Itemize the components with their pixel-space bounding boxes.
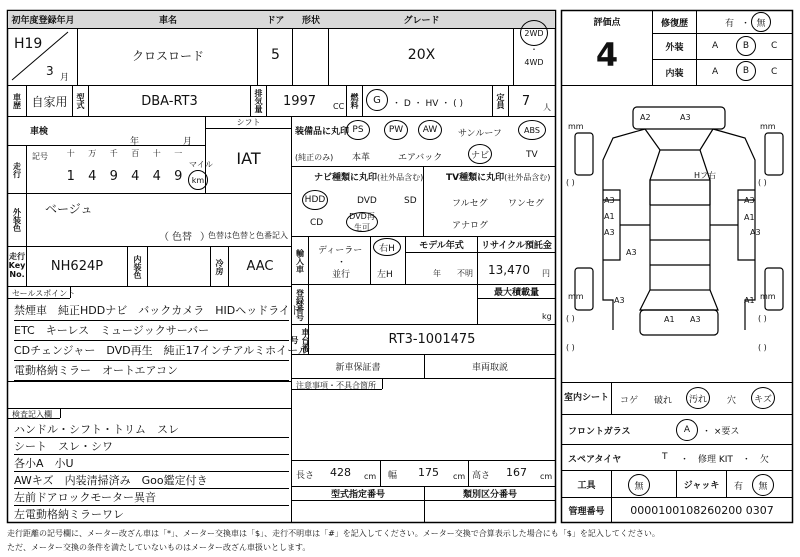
- interior-label: 内装: [665, 69, 684, 79]
- capacity-unit: 人: [543, 103, 551, 112]
- equip-leather: 本革: [352, 153, 371, 163]
- damage-code: A1: [744, 213, 755, 222]
- navi-label-main: ナビ種類に丸印: [314, 173, 378, 183]
- tv-analog: アナログ: [452, 221, 489, 231]
- equip-ps: PS: [346, 120, 370, 140]
- interior-b: B: [736, 61, 756, 81]
- shift-value: IAT: [236, 148, 261, 168]
- usage-value: 自家用: [31, 94, 68, 109]
- tire-depth-mm: mm: [568, 292, 584, 301]
- score-label: 評価点: [593, 17, 621, 28]
- sales-label: セールスポイント: [12, 289, 76, 298]
- damage-code: A1: [664, 315, 675, 324]
- footer-line-1: 走行距離の記号欄に、メーター改ざん車は「*」、メーター交換車は「$」、走行不明車は「#」を記入してください。メーター交換で合算表示した場合にも「$」を記入してください。: [7, 529, 660, 538]
- damage-code: Hフ右: [694, 171, 717, 180]
- import-dealer: ディーラー: [318, 246, 363, 256]
- drive-dot: ・: [530, 44, 538, 54]
- drive-4wd: 4WD: [524, 57, 544, 67]
- fuel-gasoline: G: [366, 89, 388, 111]
- exterior-c: C: [771, 41, 778, 51]
- color-note: 色替は色替と色番記入: [208, 231, 288, 240]
- height-value: 167: [506, 466, 527, 479]
- tire-depth-mm: mm: [760, 122, 776, 131]
- damage-code: A3: [626, 248, 637, 257]
- note-line: CDチェンジャー DVD再生 純正17インチアルミホイール: [14, 341, 289, 361]
- door-count: 5: [271, 47, 280, 63]
- navi-label-sub: (社外品含む): [377, 173, 424, 182]
- key-value: NH624P: [50, 259, 104, 274]
- repair-sep: ・: [741, 19, 751, 29]
- odometer-place-label: 十: [152, 148, 161, 158]
- chassis-label: 車台番号: [290, 327, 310, 352]
- inspect-notes-label: 検査記入欄: [12, 410, 52, 419]
- seat-yabure: 破れ: [654, 396, 673, 406]
- max-load-unit: kg: [542, 312, 552, 321]
- label-shape: 形状: [293, 11, 329, 28]
- height-label: 高さ: [472, 471, 491, 481]
- type-number-label: 型式指定番号: [330, 490, 385, 500]
- equip-tv: TV: [526, 150, 538, 160]
- width-label: 幅: [388, 471, 398, 481]
- month-unit: 月: [60, 73, 70, 83]
- note-line: 電動格納ミラー オートエアコン: [14, 361, 289, 381]
- odometer-place-label: 十: [66, 148, 75, 158]
- inspection-year-unit: 年: [130, 137, 140, 147]
- damage-code: A3: [744, 196, 755, 205]
- repair-yes: 有: [725, 19, 735, 29]
- height-unit: cm: [540, 472, 553, 481]
- equip-aw: AW: [418, 120, 442, 140]
- label-first-registration: 初年度登録年月: [8, 11, 78, 28]
- exterior-label: 外装: [665, 43, 684, 53]
- class-number-label: 類別区分番号: [462, 490, 517, 500]
- import-right-h: 右H: [373, 238, 401, 256]
- color-label: 外装色: [12, 208, 22, 232]
- tire-paren: ( ): [566, 314, 575, 323]
- glass-label: フロントガラス: [568, 427, 631, 437]
- ac-value: AAC: [246, 259, 274, 274]
- color-change: 色替: [172, 232, 192, 243]
- exterior-a: A: [712, 41, 719, 51]
- score-value: 4: [595, 36, 619, 74]
- damage-code: A3: [614, 296, 625, 305]
- label-car-name: 車名: [78, 11, 258, 28]
- capacity-value: 7: [521, 93, 531, 109]
- note-line: 左電動格納ミラーワレ: [14, 506, 289, 523]
- inspect-notes: [14, 421, 289, 523]
- tv-label: [446, 170, 550, 183]
- equipment-sublabel: (純正のみ): [295, 153, 334, 162]
- footer-line-2: ただ、メーター交換の条件を満たしていないものはメーター改ざん車扱いとします。: [7, 543, 311, 552]
- recycle-value: 13,470: [488, 263, 530, 277]
- tire-paren: ( ): [566, 178, 575, 187]
- model-label: 型式: [76, 93, 85, 109]
- displacement-value: 1997: [282, 93, 317, 109]
- navi-sd: SD: [404, 196, 417, 206]
- tv-label-sub: (社外品含む): [504, 173, 551, 182]
- tire-paren: ( ): [758, 314, 767, 323]
- tire-depth-mm: mm: [568, 122, 584, 131]
- import-label: 輸入車: [295, 248, 305, 273]
- odometer-digit: 9: [109, 168, 118, 184]
- recycle-yen: 円: [542, 269, 550, 278]
- glass-a: A: [676, 419, 698, 441]
- model-value: DBA-RT3: [141, 93, 198, 109]
- spare-kit: ・ 修理 KIT ・ 欠: [680, 455, 769, 465]
- damage-code: A1: [744, 296, 755, 305]
- odometer-digit: 4: [152, 168, 161, 184]
- import-parallel: 並行: [332, 270, 351, 280]
- odometer-place-label: 千: [109, 148, 118, 158]
- import-dot: ・: [337, 258, 347, 268]
- color-value: ベージュ: [45, 202, 93, 216]
- damage-code: A1: [604, 212, 615, 221]
- km-unit: km: [188, 170, 208, 190]
- note-line: 禁煙車 純正HDDナビ バックカメラ HIDヘッドライト: [14, 301, 289, 321]
- odometer-place-label: 一: [174, 148, 183, 158]
- tire-paren: ( ): [758, 343, 767, 352]
- tv-fullseg: フルセグ: [452, 199, 488, 209]
- model-year-unknown: 不明: [457, 269, 473, 278]
- recycle-label: リサイクル預託金: [481, 241, 552, 251]
- jack-yes: 有: [734, 482, 744, 492]
- tools-value: 無: [628, 474, 650, 496]
- tire-depth-mm: mm: [760, 292, 776, 301]
- length-unit: cm: [364, 472, 377, 481]
- interior-a: A: [712, 67, 719, 77]
- equip-sunroof: サンルーフ: [458, 129, 502, 139]
- damage-code: A3: [604, 228, 615, 237]
- tools-label: 工具: [577, 480, 596, 491]
- seat-koge: コゲ: [620, 396, 639, 406]
- equip-navi: ナビ: [468, 144, 492, 164]
- note-line: AWキズ 内装清掃済み Goo鑑定付き: [14, 472, 289, 489]
- inspection-month-unit: 月: [183, 137, 193, 147]
- cc-unit: CC: [333, 102, 345, 111]
- navi-cd: CD: [310, 218, 324, 228]
- note-line: シート スレ・シワ: [14, 438, 289, 455]
- import-left-h: 左H: [377, 270, 393, 280]
- car-name: クロスロード: [131, 48, 204, 63]
- grade-value: 20X: [407, 47, 436, 63]
- model-year-label: モデル年式: [419, 241, 464, 251]
- damage-code: A2: [640, 113, 651, 122]
- capacity-label: 定員: [496, 93, 505, 109]
- repair-no: 無: [751, 12, 771, 32]
- color-paren-open: （: [159, 232, 169, 243]
- interior-seat-label: 室内シート: [563, 393, 609, 404]
- tv-label-main: TV種類に丸印: [446, 173, 505, 183]
- kigou-label: 記号: [32, 152, 48, 161]
- shift-label: シフト: [236, 118, 261, 127]
- model-year-unit: 年: [433, 269, 441, 278]
- damage-code: A3: [604, 196, 615, 205]
- interior-c: C: [771, 67, 778, 77]
- odometer-digit: 4: [131, 168, 140, 184]
- spare-label: スペアタイヤ: [568, 455, 622, 465]
- equip-airbag: エアバック: [398, 153, 443, 163]
- navi-dvd: DVD: [357, 196, 377, 206]
- tv-oneseg: ワンセグ: [508, 199, 545, 209]
- registration-month: 3: [46, 64, 54, 78]
- navi-hdd: HDD: [302, 190, 328, 210]
- max-load-label: 最大積載量: [493, 288, 539, 298]
- seat-yogore: 汚れ: [686, 387, 710, 409]
- odometer-digit: 1: [66, 168, 75, 184]
- odometer-place-label: 百: [131, 148, 140, 158]
- key-label: 走行Key No.: [8, 252, 26, 279]
- damage-code: A3: [690, 315, 701, 324]
- exterior-b: B: [736, 36, 756, 56]
- fuel-label: 燃料: [350, 93, 359, 109]
- fuel-other: ・ D ・ HV ・ ( ): [392, 99, 464, 109]
- mgmt-label: 管理番号: [568, 506, 605, 517]
- odometer-digits: [60, 147, 190, 193]
- jack-label: ジャッキ: [683, 480, 720, 491]
- tire-paren: ( ): [566, 343, 575, 352]
- spare-t: T: [662, 452, 668, 462]
- width-unit: cm: [453, 472, 466, 481]
- seat-ana: 穴: [727, 396, 737, 406]
- drive-2wd: 2WD: [520, 20, 548, 46]
- odometer-digit: 4: [88, 168, 97, 184]
- tire-paren: ( ): [758, 178, 767, 187]
- interior-color-label: 内装色: [133, 254, 142, 279]
- odometer-place-label: 万: [88, 148, 97, 158]
- label-grade: グレード: [329, 11, 514, 28]
- note-line: 左前ドアロックモーター異音: [14, 489, 289, 506]
- inspection-label: 車検: [30, 127, 49, 137]
- mgmt-value: 0000100108260200 0307: [630, 503, 774, 517]
- note-line: 各小A 小U: [14, 455, 289, 472]
- color-paren-close: ）: [200, 232, 210, 243]
- length-label: 長さ: [296, 471, 315, 481]
- equip-abs: ABS: [518, 120, 546, 140]
- seat-kizu: キズ: [751, 387, 775, 409]
- warranty-new-car: 新車保証書: [335, 363, 381, 373]
- equip-pw: PW: [384, 120, 408, 140]
- width-value: 175: [418, 466, 439, 479]
- label-door: ドア: [258, 11, 293, 28]
- registration-era: H19: [14, 36, 43, 52]
- damage-code: A3: [750, 228, 761, 237]
- odometer-digit: 9: [174, 168, 183, 184]
- mileage-label: 走行: [12, 161, 22, 178]
- repair-label: 修復歴: [660, 19, 688, 29]
- displacement-label: 排気量: [254, 89, 263, 113]
- glass-other: ・ ×要ス: [702, 427, 740, 437]
- ac-label: 冷房: [215, 258, 224, 275]
- registration-label: 登録番号: [295, 288, 305, 321]
- damage-code: A3: [680, 113, 691, 122]
- usage-label: 車歴: [12, 93, 22, 109]
- equipment-label: 装備品に丸印: [295, 127, 350, 137]
- length-value: 428: [330, 466, 351, 479]
- jack-no: 無: [752, 474, 774, 496]
- note-line: ハンドル・シフト・トリム スレ: [14, 421, 289, 438]
- navi-label: [314, 170, 423, 183]
- chassis-value: RT3-1001475: [388, 332, 476, 347]
- note-line: ETC キーレス ミュージックサーバー: [14, 321, 289, 341]
- navi-dvd-play: DVD再生可: [346, 212, 378, 232]
- warranty-manual: 車両取説: [471, 363, 508, 373]
- notes-label: 注意事項・不具合箇所: [296, 381, 376, 390]
- mile-label: マイル: [189, 160, 213, 169]
